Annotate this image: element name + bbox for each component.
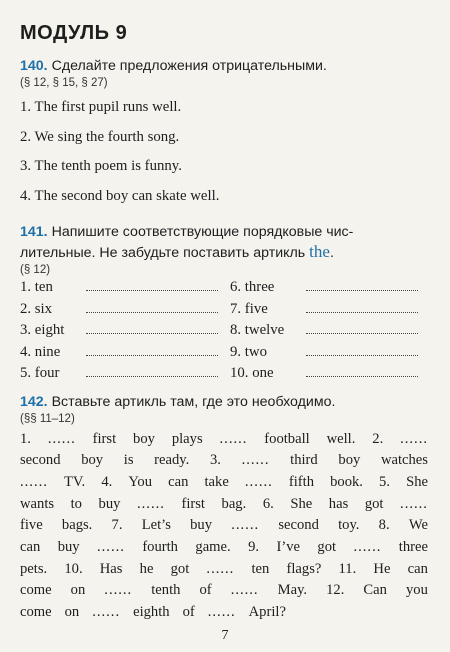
article-blank[interactable]: ......: [353, 539, 382, 556]
text-word: plays: [171, 430, 203, 447]
text-word: has: [328, 495, 349, 512]
text-word: boy: [81, 452, 104, 469]
article-blank[interactable]: ......: [137, 495, 165, 512]
text-word: first: [92, 430, 117, 447]
text-word: 2.: [372, 430, 384, 447]
exercise-instruction: лительные. Не забудьте поставить артикль: [20, 245, 306, 261]
answer-blank[interactable]: [86, 363, 218, 377]
text-word: five: [20, 517, 43, 534]
text-line: [20, 472, 428, 494]
answer-blank[interactable]: [86, 320, 218, 334]
text-word: buy: [98, 495, 121, 512]
exercise-140: [20, 57, 428, 217]
article-the: the: [309, 242, 330, 261]
text-word: 1.: [20, 430, 31, 447]
text-word: come: [20, 582, 52, 599]
text-word: fifth: [288, 473, 315, 490]
text-word: pets.: [20, 560, 48, 577]
exercise-instruction: Напишите соответствующие порядковые чис-: [51, 224, 354, 240]
sentence: 4. The second boy can skate well.: [20, 187, 220, 204]
text-word: Has: [99, 560, 123, 577]
text-word: buy: [57, 539, 80, 556]
numeral: 9. two: [230, 343, 267, 360]
text-word: take: [204, 473, 229, 490]
text-word: I’ve: [276, 539, 300, 556]
article-blank[interactable]: ......: [241, 452, 270, 469]
text-word: 4.: [101, 473, 113, 490]
sentence: 3. The tenth poem is funny.: [20, 158, 182, 174]
text-line: [20, 537, 428, 559]
numeral: 5. four: [20, 365, 60, 381]
answer-blank[interactable]: [306, 320, 418, 334]
text-word: third: [290, 452, 318, 469]
module-title: МОДУЛЬ 9: [20, 22, 128, 44]
numeral: 2. six: [20, 300, 53, 317]
text-word: can: [168, 473, 189, 490]
text-word: bags.: [61, 517, 93, 534]
numeral: 3. eight: [20, 322, 65, 338]
text-line: [20, 580, 428, 602]
text-word: wants: [20, 495, 55, 512]
text-word: You: [128, 473, 153, 490]
text-word: 5.: [379, 473, 390, 490]
text-word: 8.: [378, 517, 390, 534]
text-word: three: [398, 539, 428, 556]
text-word: on: [64, 604, 80, 621]
text-word: can: [20, 539, 41, 556]
article-blank[interactable]: ......: [207, 604, 236, 621]
text-word: 10.: [64, 560, 83, 577]
text-line: [20, 515, 428, 537]
grammar-reference: (§§ 11–12): [20, 412, 75, 425]
exercise-instruction: Сделайте предложения отрицательными.: [51, 58, 327, 74]
exercise-number: 140.: [20, 58, 48, 74]
text-word: She: [406, 473, 428, 490]
article-blank[interactable]: ......: [206, 560, 235, 577]
text-word: eighth: [133, 604, 170, 621]
text-word: come: [20, 604, 52, 621]
article-blank[interactable]: ......: [219, 430, 248, 447]
answer-blank[interactable]: [86, 342, 218, 356]
exercise-142: [20, 393, 428, 624]
article-blank[interactable]: ......: [47, 430, 76, 447]
article-blank[interactable]: ......: [97, 539, 125, 556]
text-word: April?: [248, 604, 286, 621]
sentence: 2. We sing the fourth song.: [20, 128, 180, 145]
text-word: buy: [190, 517, 213, 534]
text-word: of: [199, 582, 212, 599]
answer-blank[interactable]: [306, 363, 418, 377]
text-word: of: [182, 604, 195, 621]
text-word: Let’s: [141, 517, 171, 534]
text-line: [20, 429, 428, 451]
numeral: 1. ten: [20, 279, 53, 295]
text-word: he: [139, 560, 154, 577]
text-word: We: [408, 517, 428, 534]
answer-blank[interactable]: [86, 299, 218, 313]
text-word: fourth: [142, 539, 178, 556]
exercise-number: 141.: [20, 224, 48, 240]
text-word: 12.: [326, 582, 345, 599]
numeral: 6. three: [230, 279, 275, 295]
grammar-reference: (§ 12, § 15, § 27): [20, 77, 108, 89]
article-blank[interactable]: ......: [400, 430, 428, 447]
text-word: ready.: [154, 452, 190, 469]
text-word: game.: [195, 539, 231, 556]
sentence: 1. The first pupil runs well.: [20, 99, 182, 115]
text-word: She: [290, 495, 313, 512]
answer-blank[interactable]: [306, 277, 418, 291]
exercise-instruction: Вставьте артикль там, где это необходимо.: [51, 393, 336, 410]
numeral: 8. twelve: [230, 322, 285, 338]
article-blank[interactable]: ......: [400, 495, 428, 512]
article-blank[interactable]: ......: [20, 473, 48, 490]
article-blank[interactable]: ......: [231, 517, 260, 534]
text-word: football: [264, 430, 310, 447]
text-word: He: [373, 560, 391, 577]
text-word: toy.: [338, 517, 360, 534]
text-word: got: [364, 495, 384, 512]
text-word: got: [170, 560, 190, 577]
text-word: on: [70, 582, 86, 599]
text-word: can: [407, 560, 428, 577]
exercise-number: 142.: [20, 393, 48, 410]
text-word: 3.: [209, 452, 221, 469]
sentence-list: [20, 99, 428, 217]
text-word: you: [405, 582, 428, 599]
text-word: ten: [251, 560, 270, 577]
article-blank[interactable]: ......: [104, 582, 133, 599]
answer-blank[interactable]: [306, 299, 418, 313]
text-line: [20, 559, 428, 581]
text-line: [20, 602, 428, 624]
article-blank[interactable]: ......: [92, 604, 121, 621]
text-word: bag.: [221, 495, 247, 512]
text-word: is: [123, 452, 134, 469]
text-word: boy: [338, 452, 361, 469]
text-word: first: [181, 495, 205, 512]
article-blank[interactable]: ......: [244, 473, 273, 490]
text-word: boy: [133, 430, 155, 447]
text-word: second: [20, 452, 61, 469]
answer-blank[interactable]: [306, 342, 418, 356]
text-word: May.: [277, 582, 308, 599]
exercise-141: 141. Напишите соответствующие порядковые чис- лительные. Не забудьте поставить артикль the. (§ 12) 1. ten 6. three 2. six 7. five 3. eight 8. twelve 4. nine 9. two 5. four 10. one: [20, 223, 428, 385]
answer-blank[interactable]: [86, 277, 218, 291]
article-blank[interactable]: ......: [230, 582, 259, 599]
numeral: 7. five: [230, 300, 268, 317]
text-word: 7.: [111, 517, 123, 534]
text-word: book.: [330, 473, 363, 490]
text-word: TV.: [63, 473, 86, 490]
numeral: 4. nine: [20, 343, 61, 360]
numeral: 10. one: [230, 365, 274, 381]
grammar-reference: (§ 12): [20, 264, 51, 276]
numeral-grid: [20, 277, 428, 385]
page-number: 7: [221, 628, 229, 643]
text-word: 6.: [262, 495, 274, 512]
text-word: 11.: [338, 560, 357, 577]
text-word: 9.: [248, 539, 260, 556]
text-word: watches: [380, 452, 428, 469]
text-line: [20, 494, 428, 516]
text-word: Can: [363, 582, 387, 599]
text-word: flags?: [286, 560, 322, 577]
text-word: well.: [326, 430, 356, 447]
fill-in-text: [20, 429, 428, 624]
text-word: second: [278, 517, 319, 534]
text-word: tenth: [151, 582, 181, 599]
text-line: [20, 450, 428, 472]
text-word: to: [70, 495, 82, 512]
text-word: got: [317, 539, 337, 556]
